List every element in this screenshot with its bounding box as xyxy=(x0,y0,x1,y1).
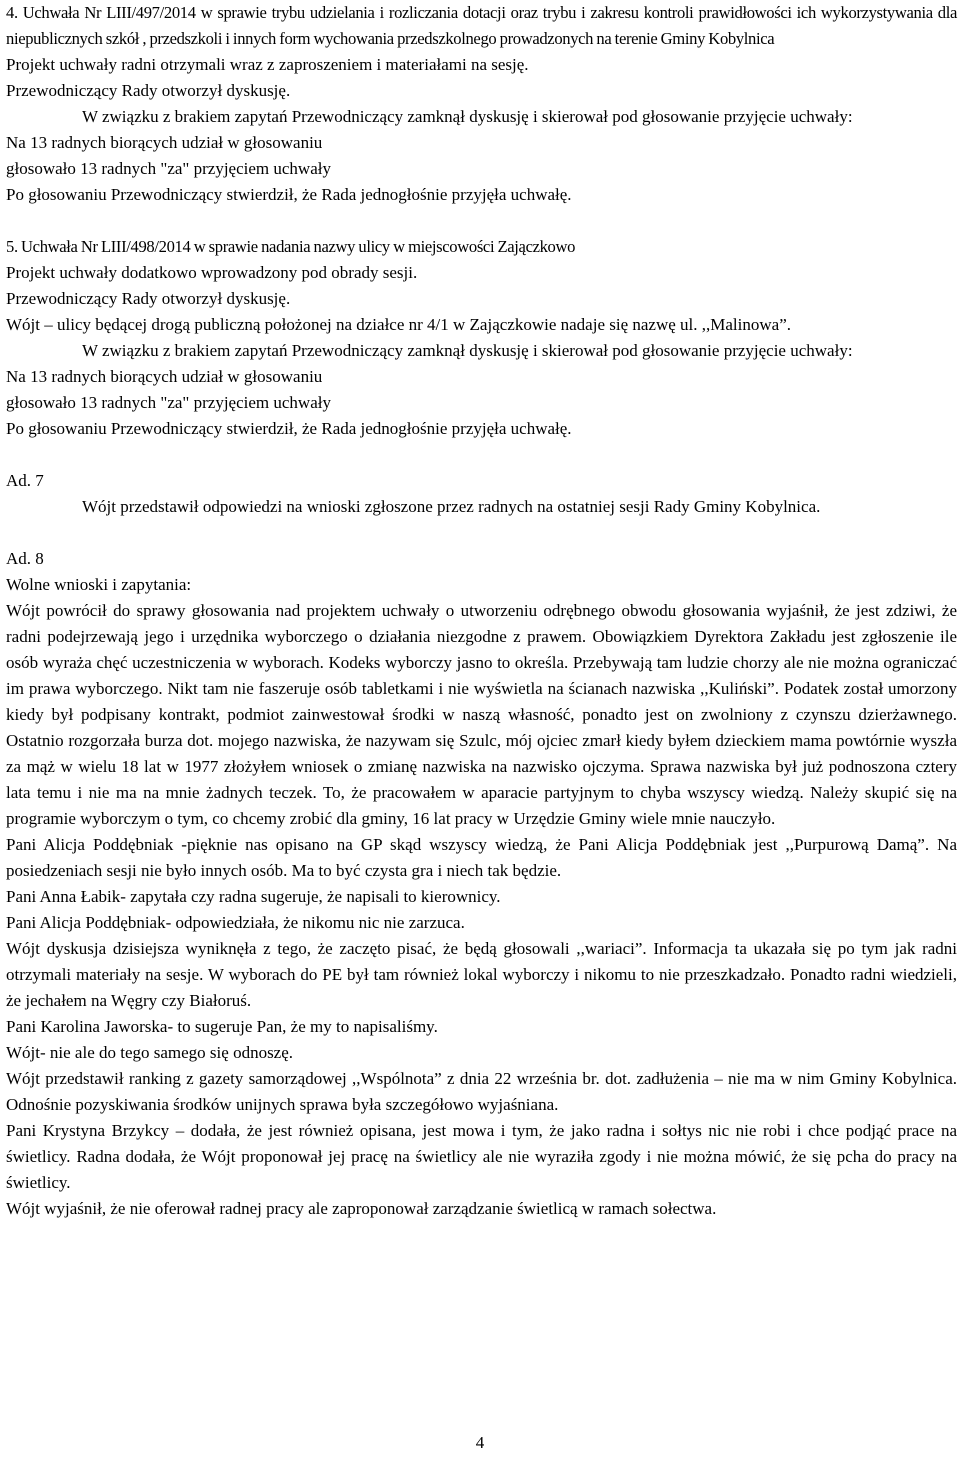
resolution-5-line: Przewodniczący Rady otworzył dyskusję. xyxy=(6,289,291,308)
ad8-section xyxy=(6,546,957,1222)
ad8-paragraph: Wójt wyjaśnił, że nie oferował radnej pracy ale zaproponował zarządzanie świetlicą w ramach sołectwa. xyxy=(6,1199,717,1218)
ad8-subheading: Wolne wnioski i zapytania: xyxy=(6,575,192,594)
spacer xyxy=(6,520,957,546)
ad8-paragraph: Wójt przedstawił ranking z gazety samorządowej ,,Wspólnota” z dnia 22 września br. dot. zadłużenia – nie ma w nim Gminy Kobylnica. Odnośnie pozyskiwania środków unijnych sprawa była szczegółowo wyjaśniana. xyxy=(6,1069,957,1114)
ad8-paragraph: Pani Alicja Poddębniak -pięknie nas opisano na GP skąd wszyscy wiedzą, że Pani Alicja Poddębniak jest ,,Purpurową Damą”. Na posiedzeniach sesji nie było innych osób. Ma to być czysta gra i niech tak będzie. xyxy=(6,835,957,880)
ad7-text: Wójt przedstawił odpowiedzi na wnioski zgłoszone przez radnych na ostatniej sesji Rady Gminy Kobylnica. xyxy=(82,497,821,516)
resolution-4-title: 4. Uchwała Nr LIII/497/2014 w sprawie trybu udzielania i rozliczania dotacji oraz trybu i zakresu kontroli prawidłowości ich wykorzystywania dla niepublicznych szkół , przedszkoli i innych form wychowania przedszkolnego prowadzonych na terenie Gminy Kobylnica xyxy=(6,3,957,48)
resolution-5-vote-line: głosowało 13 radnych "za" przyjęciem uchwały xyxy=(6,393,331,412)
ad8-heading: Ad. 8 xyxy=(6,549,44,568)
spacer xyxy=(6,208,957,234)
resolution-4-vote-line: Na 13 radnych biorących udział w głosowaniu xyxy=(6,133,323,152)
resolution-5-line: Projekt uchwały dodatkowo wprowadzony pod obrady sesji. xyxy=(6,263,418,282)
resolution-4-line: Projekt uchwały radni otrzymali wraz z zaproszeniem i materiałami na sesję. xyxy=(6,55,529,74)
spacer xyxy=(6,442,957,468)
ad8-paragraph: Pani Anna Łabik- zapytała czy radna sugeruje, że napisali to kierownicy. xyxy=(6,887,501,906)
resolution-5-vote-result: Po głosowaniu Przewodniczący stwierdził, że Rada jednogłośnie przyjęła uchwałę. xyxy=(6,419,572,438)
ad8-paragraph: Wójt powrócił do sprawy głosowania nad projektem uchwały o utworzeniu odrębnego obwodu głosowania wyjaśnił, że jest zdziwi, że radni podejrzewają jego i urzędnika wyborczego o działania niezgodne z prawem. Obowiązkiem Dyrektora Zakładu jest zgłoszenie ile osób wyraża chęć uczestniczenia w wyborach. Kodeks wyborczy jasno to określa. Przebywają tam ludzie chorzy ale nie można ograniczać im prawa wyborczego. Nikt tam nie faszeruje osób tabletkami i nie wyświetla na ścianach nazwiska ,,Kuliński”. Podatek został umorzony kiedy był podpisany kontrakt, podmiot zainwestował środki w naszą własność, ponadto jest on zwolniony z czynszu dzierżawnego. Ostatnio rozgorzała burza dot. mojego nazwiska, że nazywam się Szulc, mój ojciec zmarł kiedy byłem dzieckiem mama powtórnie wyszła za mąż w wielu 18 lat w 1977 złożyłem wniosek o zmianę nazwiska na nazwisko ojczyma. Sprawa nazwiska był już podnoszona cztery lata temu i nie ma na mnie żadnych teczek. To, że pracowałem w aparacie partyjnym to chyba wszyscy wiedzą. Należy skupić się na programie wyborczym o tym, co chcemy zrobić dla gminy, 16 lat pracy w Urzędzie Gminy wiele mnie nauczyło. xyxy=(6,601,957,828)
resolution-5-vote-intro: W związku z brakiem zapytań Przewodniczący zamknął dyskusję i skierował pod głosowanie przyjęcie uchwały: xyxy=(82,341,853,360)
resolution-5-line: Wójt – ulicy będącej drogą publiczną położonej na działce nr 4/1 w Zajączkowie nadaje się nazwę ul. ,,Malinowa”. xyxy=(6,315,791,334)
page-number: 4 xyxy=(475,1433,485,1452)
ad8-paragraph: Wójt- nie ale do tego samego się odnoszę. xyxy=(6,1043,294,1062)
ad8-paragraph: Pani Karolina Jaworska- to sugeruje Pan, że my to napisaliśmy. xyxy=(6,1017,438,1036)
ad8-paragraph: Pani Krystyna Brzykcy – dodała, że jest również opisana, jest mowa i tym, że jako radna i sołtys nic nie robi i chce podjąć prace na świetlicy. Radna dodała, że Wójt proponował jej pracę na świetlicy ale nie wyraziła zgody i nie można mówić, że się pcha do pracy na świetlicy. xyxy=(6,1121,957,1192)
resolution-4-vote-result: Po głosowaniu Przewodniczący stwierdził, że Rada jednogłośnie przyjęła uchwałę. xyxy=(6,185,572,204)
ad8-paragraph: Pani Alicja Poddębniak- odpowiedziała, że nikomu nic nie zarzuca. xyxy=(6,913,465,932)
resolution-4-line: Przewodniczący Rady otworzył dyskusję. xyxy=(6,81,291,100)
resolution-4-section xyxy=(6,0,957,208)
ad8-paragraph: Wójt dyskusja dzisiejsza wyniknęła z tego, że zaczęto pisać, że będą głosowali ,,wariaci”. Informacja ta ukazała się po tym jak radni otrzymali materiały na sesje. W wyborach do PE był tam również lokal wyborczy i nikomu to nie przeszkadzało. Ponadto radni wiedzieli, że jechałem na Węgry czy Białoruś. xyxy=(6,939,957,1010)
ad7-heading: Ad. 7 xyxy=(6,471,44,490)
resolution-5-title: 5. Uchwała Nr LIII/498/2014 w sprawie nadania nazwy ulicy w miejscowości Zajączkowo xyxy=(6,237,576,256)
resolution-4-vote-line: głosowało 13 radnych "za" przyjęciem uchwały xyxy=(6,159,331,178)
resolution-5-section xyxy=(6,234,957,442)
ad7-section xyxy=(6,468,957,520)
resolution-4-vote-intro: W związku z brakiem zapytań Przewodniczący zamknął dyskusję i skierował pod głosowanie przyjęcie uchwały: xyxy=(82,107,853,126)
resolution-5-vote-line: Na 13 radnych biorących udział w głosowaniu xyxy=(6,367,323,386)
